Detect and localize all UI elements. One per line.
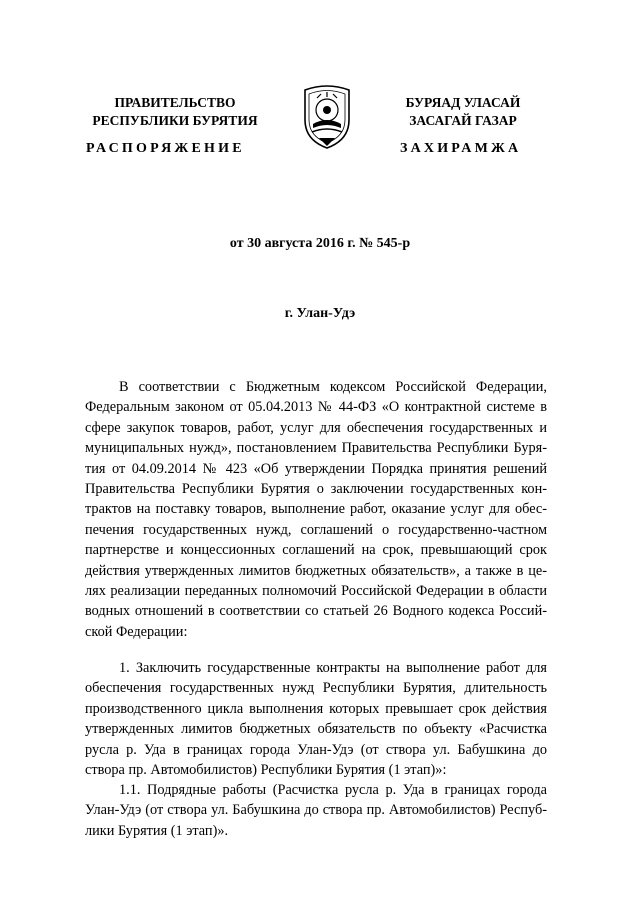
- paragraph-line: тия от 04.09.2014 № 423 «Об утверждении Порядка принятия решений: [85, 460, 547, 477]
- paragraph-line: водных отношений в соответствии со статьей 26 Водного кодекса Россий-: [85, 603, 547, 620]
- doc-type-russian: РАСПОРЯЖЕНИЕ: [86, 141, 245, 156]
- issuer-russian-line1: ПРАВИТЕЛЬСТВО: [114, 95, 236, 110]
- paragraph-3: [85, 780, 547, 841]
- paragraph-line: утвержденных лимитов бюджетных обязательств по объекту «Расчистка: [85, 721, 547, 738]
- issuer-russian: [75, 94, 275, 130]
- paragraph-line: обеспечения государственных нужд Республики Бурятия, длительность: [85, 680, 547, 697]
- paragraph-line: Улан-Удэ (от створа ул. Бабушкина до створа пр. Автомобилистов) Респуб-: [85, 802, 547, 819]
- paragraph-2: [85, 658, 547, 780]
- date-number-line: от 30 августа 2016 г. № 545-р: [229, 236, 411, 251]
- paragraph-line: Федеральным законом от 05.04.2013 № 44-ФЗ «О контрактной системе в: [85, 399, 547, 416]
- issuer-buryat: [378, 94, 548, 130]
- paragraph-line: В соответствии с Бюджетным кодексом Российской Федерации,: [119, 379, 547, 395]
- city-line: г. Улан-Удэ: [284, 306, 356, 321]
- paragraph-line: русла р. Уда в границах города Улан-Удэ (от створа ул. Бабушкина до: [85, 741, 547, 758]
- coat-of-arms-icon: [297, 80, 357, 152]
- paragraph-line: лях реализации переданных полномочий Российской Федерации в области: [85, 583, 547, 600]
- paragraph-line: лики Бурятия (1 этап)».: [85, 822, 229, 839]
- doc-type-buryat: ЗАХИРАМЖА: [400, 141, 522, 156]
- paragraph-line: муниципальных нужд», постановлением Правительства Республики Буря-: [85, 440, 547, 457]
- paragraph-line: створа пр. Автомобилистов) Республики Бурятия (1 этап)»:: [85, 762, 447, 779]
- paragraph-line: 1.1. Подрядные работы (Расчистка русла р. Уда в границах города: [119, 782, 547, 798]
- paragraph-1: [85, 377, 547, 642]
- paragraph-line: Правительства Республики Бурятия о заключении государственных кон-: [85, 481, 547, 498]
- paragraph-line: трактов на поставку товаров, выполнение работ, оказание услуг для обес-: [85, 501, 547, 518]
- paragraph-line: 1. Заключить государственные контракты на выполнение работ для: [119, 660, 547, 676]
- issuer-buryat-line2: ЗАСАГАЙ ГАЗАР: [409, 113, 517, 128]
- paragraph-line: производственного цикла выполнения которых превышает срок действия: [85, 700, 547, 717]
- issuer-russian-line2: РЕСПУБЛИКИ БУРЯТИЯ: [92, 113, 258, 128]
- paragraph-line: ской Федерации:: [85, 623, 188, 640]
- paragraph-line: сфере закупок товаров, работ, услуг для обеспечения государственных и: [85, 419, 547, 436]
- paragraph-line: печения государственных нужд, соглашений о государственно-частном: [85, 521, 547, 538]
- paragraph-line: действия утвержденных лимитов бюджетных обязательств», а также в це-: [85, 562, 547, 579]
- paragraph-line: партнерстве и концессионных соглашений на срок, превышающий срок: [85, 542, 547, 559]
- issuer-buryat-line1: БУРЯАД УЛАСАЙ: [405, 95, 521, 110]
